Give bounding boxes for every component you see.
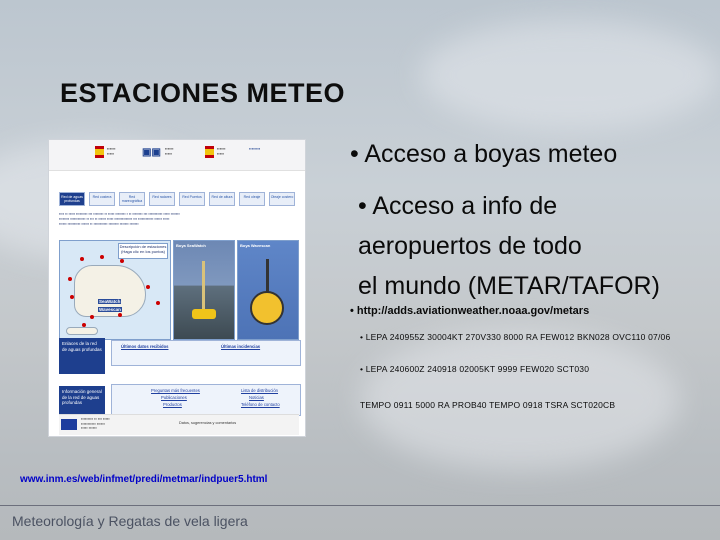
- taf-report: • LEPA 240600Z 240918 02005KT 9999 FEW020 SCT030: [360, 364, 590, 374]
- ministry-logo: ▪▪▪▪▪▪ ▪▪▪▪▪: [107, 146, 116, 156]
- tab-oleaje-costero[interactable]: Oleaje costero: [269, 192, 295, 206]
- webpage-footer: [59, 414, 299, 435]
- footer-note: ▪▪▪▪▪▪▪▪▪ ▪▪ ▪▪▪ ▪▪▪▪▪ ▪▪▪▪▪▪▪▪▪▪▪ ▪▪▪▪▪▪ ▪▪▪▪▪ ▪▪▪▪▪▪: [81, 417, 110, 431]
- link-faq[interactable]: Preguntas más frecuentes: [151, 388, 200, 393]
- tab-red-altura[interactable]: Red de altura: [209, 192, 235, 206]
- spain-flag-icon: [205, 146, 214, 158]
- bullet-airports-line1: • Acceso a info de: [358, 192, 558, 220]
- bullet-buoys: • Acceso a boyas meteo: [350, 140, 618, 168]
- puertos-logo: ▪▪▪▪▪▪▪▪: [249, 146, 261, 151]
- station-marker[interactable]: [100, 255, 104, 259]
- inm-logo: ▣▣: [142, 147, 161, 158]
- station-marker[interactable]: [82, 323, 86, 327]
- link-feedback[interactable]: Datos, sugerencias y comentarios: [179, 421, 237, 425]
- bullet-airports-line3: el mundo (METAR/TAFOR): [358, 272, 660, 300]
- station-marker[interactable]: [156, 301, 160, 305]
- links-section-header: Enlaces de la red de aguas profundas: [59, 338, 105, 374]
- tab-red-mareografica[interactable]: Red mareográfica: [119, 192, 145, 206]
- link-contact[interactable]: Teléfono de contacto: [241, 402, 280, 407]
- bullet-airports: [358, 186, 718, 306]
- tab-red-costera[interactable]: Red costera: [89, 192, 115, 206]
- webpage-header: [49, 140, 305, 171]
- ministry-logo: ▪▪▪▪▪▪ ▪▪▪▪▪: [217, 146, 226, 156]
- station-marker[interactable]: [118, 313, 122, 317]
- link-recent-data[interactable]: Últimos datos recibidos: [121, 344, 169, 349]
- station-marker[interactable]: [70, 295, 74, 299]
- station-marker[interactable]: [80, 257, 84, 261]
- buoy-body-shape: [192, 309, 216, 319]
- spain-flag-icon: [95, 146, 104, 158]
- station-marker[interactable]: [68, 277, 72, 281]
- stations-map[interactable]: [59, 240, 171, 340]
- photo-title: Boya SeaWatch: [176, 243, 206, 248]
- webpage-tabs: [59, 192, 299, 208]
- tab-red-puertos[interactable]: Red Puertos: [179, 192, 205, 206]
- inm-logo-text: ▪▪▪▪▪▪ ▪▪▪▪▪: [165, 146, 174, 156]
- tab-red-radares[interactable]: Red radares: [149, 192, 175, 206]
- metar-report: • LEPA 240955Z 30004KT 270V330 8000 RA FEW012 BKN028 OVC110 07/06: [360, 332, 671, 342]
- station-marker[interactable]: [120, 259, 124, 263]
- seawatch-buoy-photo[interactable]: [173, 240, 235, 340]
- tab-red-oleaje[interactable]: Red oleaje: [239, 192, 265, 206]
- link-products[interactable]: Productos: [163, 402, 182, 407]
- link-incidents[interactable]: Últimas incidencias: [221, 344, 261, 349]
- info-section-header: Información general de la red de aguas profundas: [59, 386, 105, 422]
- map-title: Descripción de estaciones (Haga clic en los puntos): [118, 243, 168, 259]
- slide-footer: Meteorología y Regatas de vela ligera: [12, 513, 248, 529]
- canary-islands-shape: [66, 327, 98, 335]
- photo-title: Boya Wavescan: [240, 243, 271, 248]
- eu-flag-icon: [61, 419, 77, 430]
- link-publications[interactable]: Publicaciones: [161, 395, 187, 400]
- station-marker[interactable]: [90, 315, 94, 319]
- buoy-body-shape: [250, 291, 284, 325]
- station-marker[interactable]: [146, 285, 150, 289]
- webpage-intro-text: ▪▪▪▪ ▪▪ ▪▪▪▪▪ ▪▪▪▪▪▪▪▪▪ ▪▪▪ ▪▪▪▪▪▪▪▪ ▪▪ ▪▪▪▪▪ ▪▪▪▪▪▪▪▪ ▪ ▪▪ ▪▪▪▪▪▪▪▪ ▪▪▪ ▪▪▪▪▪▪▪▪▪▪▪ ▪▪▪▪▪ ▪▪▪▪▪▪▪ ▪▪▪▪▪▪▪▪ ▪▪▪▪▪▪▪▪▪▪▪▪ ▪▪ ▪▪▪ ▪▪ ▪▪▪▪▪▪ ▪▪▪▪▪ ▪▪▪▪▪▪▪▪▪▪▪▪▪▪ ▪▪▪ ▪▪▪▪▪▪▪▪▪▪▪▪ ▪▪▪▪▪▪ ▪▪▪▪▪ ▪▪▪▪▪▪ ▪▪▪▪▪▪▪▪▪▪ ▪▪▪▪▪▪ ▪▪ ▪▪▪▪▪▪▪▪▪▪▪ ▪▪▪▪▪▪▪▪ ▪▪▪▪▪▪▪ ▪▪▪▪▪▪▪: [59, 212, 180, 226]
- link-news[interactable]: Noticias: [249, 395, 264, 400]
- tab-aguas-profundas[interactable]: Red de aguas profundas: [59, 192, 85, 206]
- source-url-link[interactable]: www.inm.es/web/infmet/predi/metmar/indpuer5.html: [20, 474, 268, 485]
- noaa-url-bullet: • http://adds.aviationweather.noaa.gov/metars: [350, 305, 590, 317]
- legend-wavescan: Wavescan: [99, 307, 121, 312]
- embedded-webpage-screenshot: [48, 139, 306, 437]
- cloud-shape: [420, 20, 720, 130]
- footer-divider: [0, 505, 720, 506]
- bullet-airports-line2: aeropuertos de todo: [358, 232, 582, 260]
- slide-title: ESTACIONES METEO: [60, 78, 346, 108]
- wavescan-buoy-photo[interactable]: [237, 240, 299, 340]
- taf-tempo-line: TEMPO 0911 5000 RA PROB40 TEMPO 0918 TSRA SCT020CB: [360, 400, 616, 410]
- legend-seawatch: SeaWatch: [99, 299, 121, 304]
- link-distribution[interactable]: Lista de distribución: [241, 388, 279, 393]
